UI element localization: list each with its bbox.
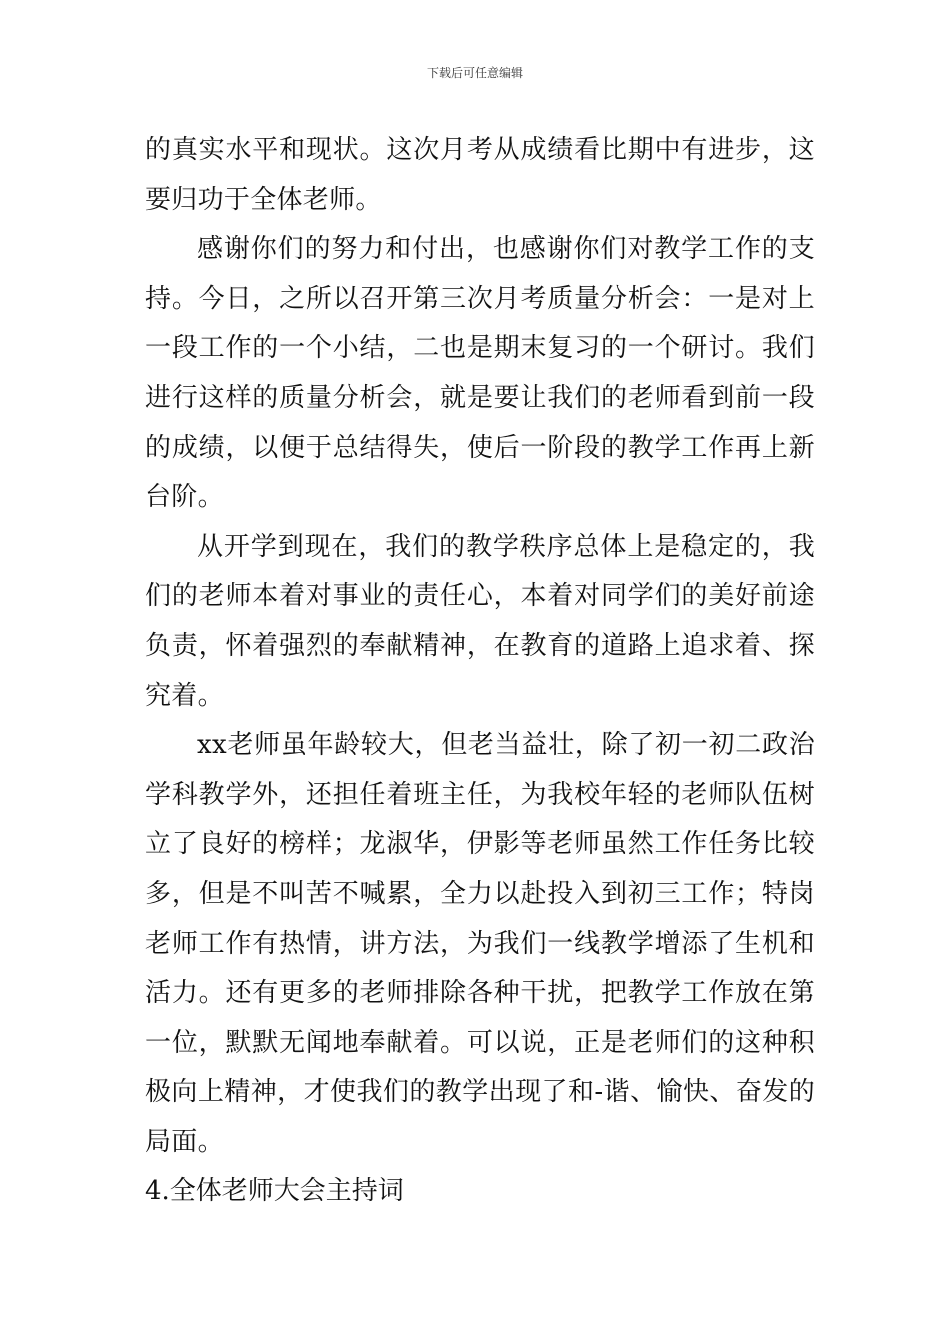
- paragraph-thanks: 感谢你们的努力和付出，也感谢你们对教学工作的支持。今日，之所以召开第三次月考质量分析会：一是对上一段工作的一个小结，二也是期末复习的一个研讨。我们进行这样的质量分析会，就是要让我们的老师看到前一段的成绩，以便于总结得失，使后一阶段的教学工作再上新台阶。: [145, 234, 815, 513]
- paragraph-teaching-order: 从开学到现在，我们的教学秩序总体上是稳定的，我们的老师本着对事业的责任心，本着对同学们的美好前途负责，怀着强烈的奉献精神，在教育的道路上追求着、探究着。: [145, 531, 815, 711]
- paragraph-continuation: 的真实水平和现状。这次月考从成绩看比期中有进步，这要归功于全体老师。: [145, 135, 815, 215]
- section-heading: 4.全体老师大会主持词: [145, 1176, 404, 1207]
- paragraph-teacher-praise: xx老师虽年龄较大，但老当益壮，除了初一初二政治学科教学外，还担任着班主任，为我校年轻的老师队伍树立了良好的榜样；龙淑华，伊影等老师虽然工作任务比较多，但是不叫苦不喊累，全力以赴投入到初三工作；特岗老师工作有热情，讲方法，为我们一线教学增添了生机和活力。还有更多的老师排除各种干扰，把教学工作放在第一位，默默无闻地奉献着。可以说，正是老师们的这种积极向上精神，才使我们的教学出现了和-谐、愉快、奋发的局面。: [145, 730, 815, 1157]
- page-header-note: 下载后可任意编辑: [426, 66, 523, 80]
- document-body: [145, 126, 815, 1217]
